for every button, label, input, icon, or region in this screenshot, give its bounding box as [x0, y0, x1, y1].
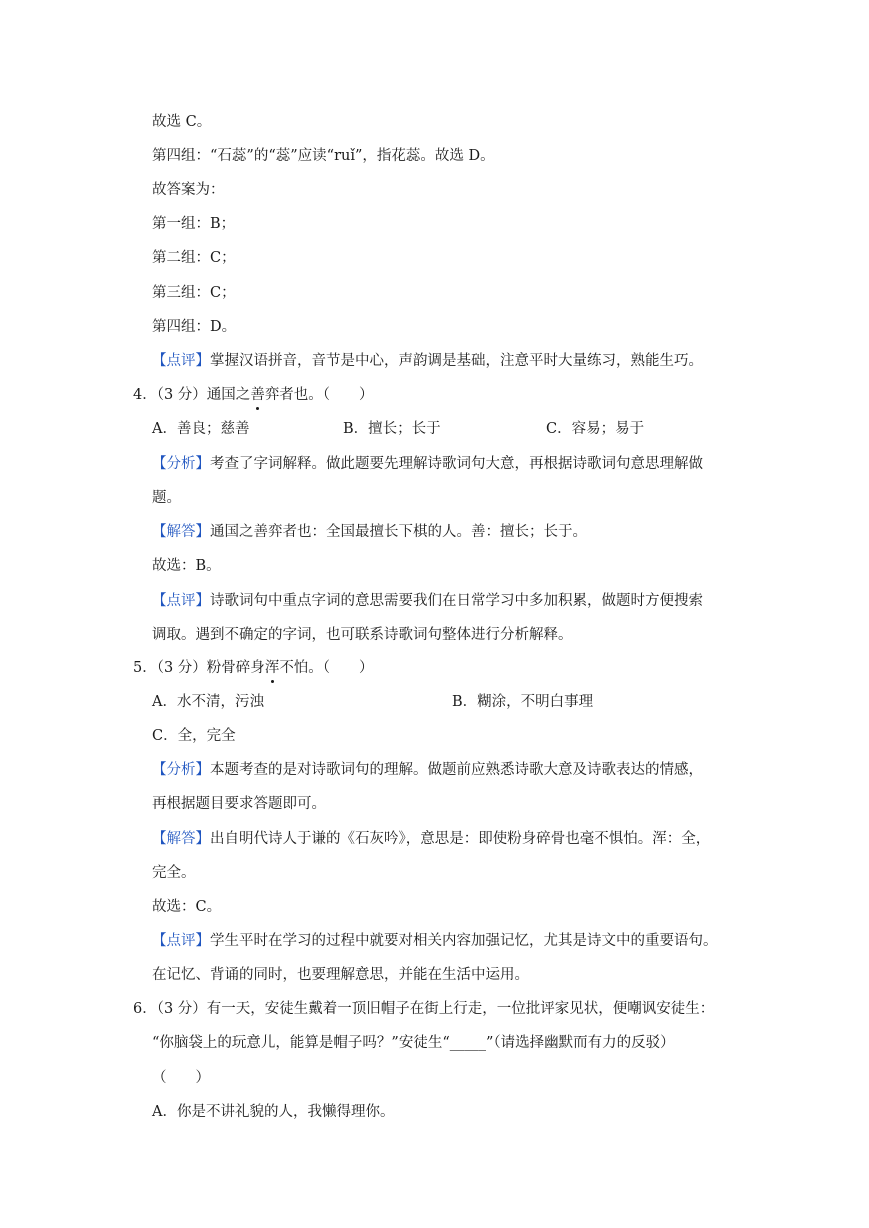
analysis-text: 考查了字词解释。做此题要先理解诗歌词句大意，再根据诗歌词句意思理解做 — [210, 456, 703, 472]
q4-choice: 故选：B。 — [152, 558, 221, 574]
q5-review-continued: 在记忆、背诵的同时，也要理解意思，并能在生活中运用。 — [152, 967, 529, 983]
review-text: 诗歌词句中重点字词的意思需要我们在日常学习中多加积累，做题时方便搜索 — [210, 593, 703, 609]
q5-answer — [152, 829, 710, 849]
answer-text: 出自明代诗人于谦的《石灰吟》，意思是：即使粉身碎骨也毫不惧怕。浑：全， — [210, 831, 711, 847]
q4-option-b: B．擅长；长于 — [343, 421, 441, 437]
q5-option-c: C．全，完全 — [152, 728, 236, 744]
q3-conclusion-c: 故选 C。 — [152, 114, 212, 130]
q4-analysis — [152, 454, 703, 474]
q4-review-continued: 调取。遇到不确定的字词，也可联系诗歌词句整体进行分析解释。 — [152, 627, 573, 643]
q4-stem — [133, 385, 374, 405]
analysis-tag: 【分析】 — [152, 456, 210, 472]
q6-stem-continued: “你脑袋上的玩意儿，能算是帽子吗？”安徒生“_____”（请选择幽默而有力的反驳） — [152, 1035, 675, 1051]
review-tag: 【点评】 — [152, 593, 210, 609]
q4-option-a: A．善良；慈善 — [152, 421, 250, 437]
q4-review — [152, 591, 703, 611]
q3-answer-group-three: 第三组：C； — [152, 285, 236, 301]
answer-tag: 【解答】 — [152, 524, 210, 540]
q5-option-b: B．糊涂，不明白事理 — [452, 694, 594, 710]
q6-answer-brackets: （ ） — [152, 1070, 210, 1086]
q3-answer-group-one: 第一组：B； — [152, 216, 236, 232]
q5-choice: 故选：C。 — [152, 899, 222, 915]
q5-stem — [133, 658, 374, 678]
q4-answer — [152, 522, 587, 542]
q4-option-c: C．容易；易于 — [546, 421, 645, 437]
q4-analysis-continued: 题。 — [152, 490, 181, 506]
q3-answer-heading: 故答案为： — [152, 182, 225, 198]
q5-answer-continued: 完全。 — [152, 865, 196, 881]
q3-review — [152, 351, 703, 371]
q5-option-a: A．水不清，污浊 — [152, 694, 264, 710]
review-text: 学生平时在学习的过程中就要对相关内容加强记忆，尤其是诗文中的重要语句。 — [210, 933, 718, 949]
q5-review — [152, 931, 718, 951]
q3-group-four-explanation: 第四组：“石蕊”的“蕊”应读“ruǐ”，指花蕊。故选 D。 — [152, 148, 495, 164]
q5-emphasized-char: 浑 — [264, 660, 280, 676]
q5-analysis-continued: 再根据题目要求答题即可。 — [152, 796, 326, 812]
q5-analysis — [152, 760, 703, 780]
q5-stem-part: 不怕。（ ） — [279, 660, 374, 676]
answer-text: 通国之善弈者也：全国最擅长下棋的人。善：擅长；长于。 — [210, 524, 587, 540]
q5-stem-part: 5．（3 分）粉骨碎身 — [133, 660, 265, 676]
analysis-text: 本题考查的是对诗歌词句的理解。做题前应熟悉诗歌大意及诗歌表达的情感， — [210, 762, 703, 778]
q6-option-a: A．你是不讲礼貌的人，我懒得理你。 — [152, 1104, 395, 1120]
review-tag: 【点评】 — [152, 353, 210, 369]
q4-emphasized-char: 善 — [250, 387, 265, 403]
q3-answer-group-four: 第四组：D。 — [152, 319, 237, 335]
q4-stem-part: 弈者也。（ ） — [264, 387, 374, 403]
review-tag: 【点评】 — [152, 933, 210, 949]
review-text: 掌握汉语拼音，音节是中心，声韵调是基础，注意平时大量练习，熟能生巧。 — [210, 353, 703, 369]
q4-stem-part: 4．（3 分）通国之 — [133, 387, 251, 403]
q6-stem: 6．（3 分）有一天，安徒生戴着一顶旧帽子在街上行走，一位批评家见状，便嘲讽安徒生： — [133, 1001, 715, 1017]
analysis-tag: 【分析】 — [152, 762, 210, 778]
q3-answer-group-two: 第二组：C； — [152, 250, 236, 266]
answer-tag: 【解答】 — [152, 831, 210, 847]
